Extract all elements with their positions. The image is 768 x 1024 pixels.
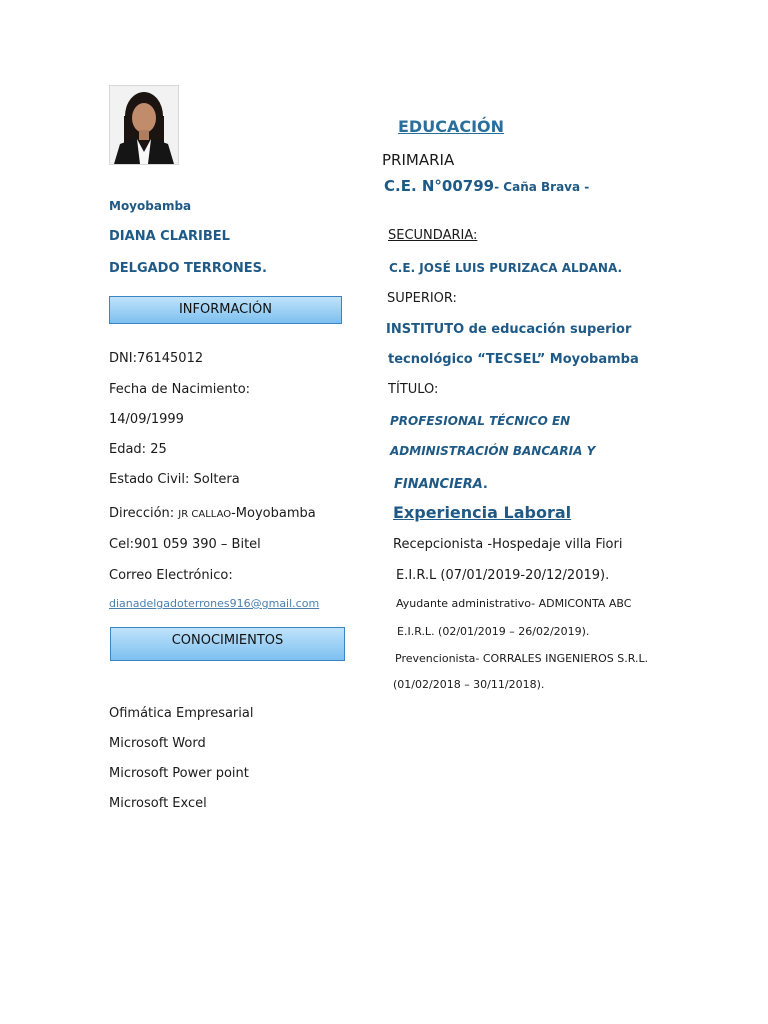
experience-line: Recepcionista -Hospedaje villa Fiori (393, 537, 623, 552)
skill-item: Microsoft Word (109, 736, 206, 751)
skill-item: Ofimática Empresarial (109, 706, 254, 721)
superior-line-2: tecnológico “TECSEL” Moyobamba (388, 352, 639, 367)
city-label: Moyobamba (109, 199, 192, 213)
experience-line: Ayudante administrativo- ADMICONTA ABC (396, 597, 632, 610)
knowledge-heading: CONOCIMIENTOS (171, 633, 284, 648)
profile-photo (109, 85, 179, 165)
email-label: Correo Electrónico: (109, 568, 233, 583)
birth-label: Fecha de Nacimiento: (109, 382, 251, 397)
age-text: Edad: 25 (109, 442, 167, 457)
address-street: JR CALLAO (178, 509, 232, 520)
primary-school-rest: - Caña Brava - (494, 180, 590, 194)
primary-school-main: C.E. N°00799 (384, 177, 495, 195)
education-heading: EDUCACIÓN (398, 117, 505, 136)
title-line-3-end: . (482, 477, 488, 492)
secondary-label: SECUNDARIA: (388, 228, 478, 243)
title-line-1: PROFESIONAL TÉCNICO EN (390, 414, 571, 428)
civil-status-text: Estado Civil: Soltera (109, 472, 240, 487)
superior-line-1: INSTITUTO de educación superior (386, 322, 632, 337)
skill-item: Microsoft Excel (109, 796, 207, 811)
title-line-3 (394, 473, 488, 492)
dni-text: DNI:76145012 (109, 351, 204, 366)
address-prefix: Dirección: (109, 506, 179, 521)
secondary-school: C.E. JOSÉ LUIS PURIZACA ALDANA. (389, 261, 623, 275)
name-line-1: DIANA CLARIBEL (109, 229, 230, 244)
experience-line: E.I.R.L. (02/01/2019 – 26/02/2019). (397, 625, 590, 638)
experience-line: Prevencionista- CORRALES INGENIEROS S.R.L. (395, 652, 649, 665)
primary-school (384, 176, 589, 195)
experience-line: (01/02/2018 – 30/11/2018). (393, 678, 545, 691)
birth-date: 14/09/1999 (109, 412, 184, 427)
skill-item: Microsoft Power point (109, 766, 249, 781)
name-line-2: DELGADO TERRONES. (109, 261, 267, 276)
email-link[interactable]: dianadelgadoterrones916@gmail.com (109, 597, 320, 610)
superior-label: SUPERIOR: (387, 291, 457, 306)
experience-line: E.I.R.L (07/01/2019-20/12/2019). (396, 568, 610, 583)
info-heading: INFORMACIÓN (178, 302, 273, 317)
title-label: TÍTULO: (388, 382, 439, 397)
primary-label: PRIMARIA (382, 151, 455, 169)
phone-text: Cel:901 059 390 – Bitel (109, 537, 261, 552)
address-suffix: -Moyobamba (231, 506, 316, 521)
title-line-2: ADMINISTRACIÓN BANCARIA Y (390, 444, 596, 458)
knowledge-section-header (110, 627, 345, 661)
experience-heading: Experiencia Laboral (393, 503, 572, 522)
title-line-3-text: FINANCIERA (394, 477, 483, 492)
info-section-header (109, 296, 342, 324)
profile-photo-image (110, 86, 178, 164)
address-text (109, 506, 316, 521)
